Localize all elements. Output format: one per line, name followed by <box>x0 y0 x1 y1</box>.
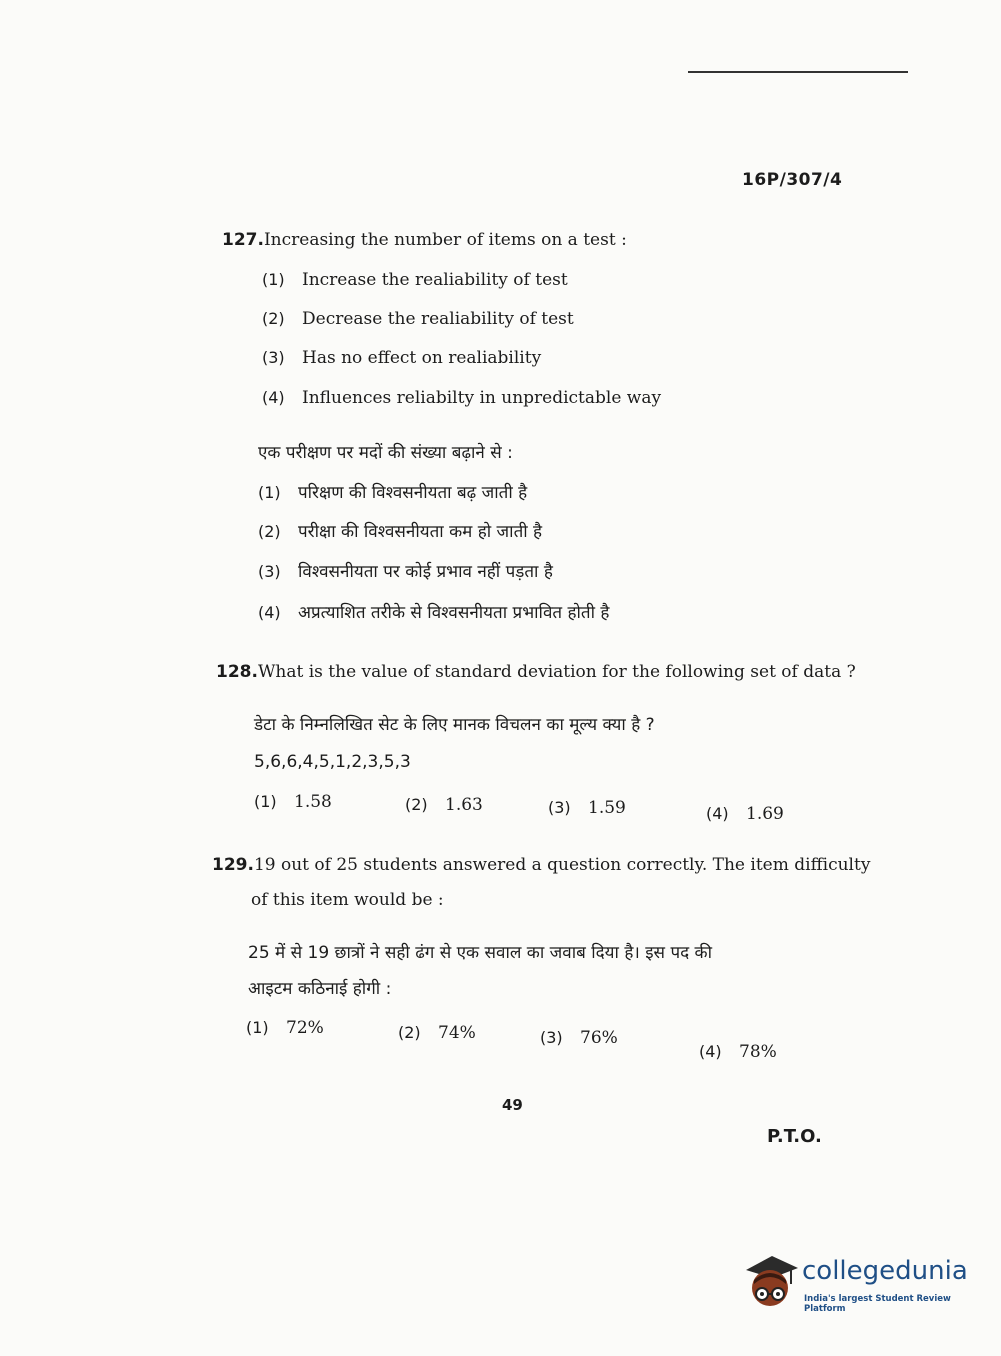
option-text: 1.63 <box>445 795 483 815</box>
q127-option-2-hi <box>258 519 542 542</box>
option-text: विश्वसनीयता पर कोई प्रभाव नहीं पड़ता है <box>298 562 553 582</box>
q127-option-2-en <box>262 309 574 329</box>
option-text: 72% <box>286 1018 324 1038</box>
option-number: (4) <box>699 1042 722 1061</box>
option-number: (1) <box>254 792 277 811</box>
brand-tagline: India's largest Student Review Platform <box>804 1294 951 1314</box>
collegedunia-watermark <box>742 1252 972 1314</box>
q129-text-hi-1: 25 में से 19 छात्रों ने सही ढंग से एक सवाल का जवाब दिया है। इस पद की <box>248 943 712 963</box>
q129-option-1 <box>246 1018 324 1038</box>
question-number: 128. <box>216 662 258 682</box>
question-text-en-1: 19 out of 25 students answered a question correctly. The item difficulty <box>253 855 871 875</box>
option-number: (3) <box>540 1028 563 1047</box>
question-128 <box>216 662 856 682</box>
option-number: (1) <box>258 483 281 502</box>
option-text: परीक्षा की विश्वसनीयता कम हो जाती है <box>298 522 543 542</box>
q129-text-hi-2: आइटम कठिनाई होगी : <box>248 979 392 999</box>
option-number: (3) <box>548 798 571 817</box>
option-text: 78% <box>739 1042 777 1062</box>
q129-option-2 <box>398 1023 476 1043</box>
q129-option-4 <box>699 1042 777 1062</box>
option-text: अप्रत्याशित तरीके से विश्वसनीयता प्रभावित होती है <box>298 603 610 623</box>
option-text: Has no effect on realiability <box>302 348 542 368</box>
q129-option-3 <box>540 1028 618 1048</box>
option-number: (4) <box>258 603 281 622</box>
question-text-en-2: of this item would be : <box>251 890 444 910</box>
option-text: परिक्षण की विश्वसनीयता बढ़ जाती है <box>298 483 528 503</box>
option-number: (2) <box>405 795 428 814</box>
q127-text-hi: एक परीक्षण पर मदों की संख्या बढ़ाने से : <box>258 443 513 463</box>
option-number: (1) <box>262 270 285 289</box>
q127-option-3-hi <box>258 559 553 582</box>
q128-option-4 <box>706 804 784 824</box>
option-text: Decrease the realiability of test <box>302 309 574 329</box>
paper-code: 16P/307/4 <box>742 170 843 190</box>
option-number: (1) <box>246 1018 269 1037</box>
q127-option-4-en <box>262 388 661 408</box>
q127-option-4-hi <box>258 600 609 623</box>
question-number: 129. <box>212 855 254 875</box>
option-text: 76% <box>580 1028 618 1048</box>
option-text: Increase the realiability of test <box>302 270 568 290</box>
question-text-en: Increasing the number of items on a test : <box>263 230 627 250</box>
option-number: (4) <box>262 388 285 407</box>
option-text: 74% <box>438 1023 476 1043</box>
brand-name: collegedunia <box>802 1256 968 1286</box>
question-127 <box>222 230 627 250</box>
q128-option-2 <box>405 795 483 815</box>
page-number: 49 <box>502 1096 523 1114</box>
option-text: 1.58 <box>294 792 332 812</box>
option-text: 1.59 <box>588 798 626 818</box>
q128-text-hi: डेटा के निम्नलिखित सेट के लिए मानक विचलन का मूल्य क्या है ? <box>254 715 655 735</box>
option-number: (2) <box>398 1023 421 1042</box>
question-129 <box>212 855 870 875</box>
option-text: Influences reliabilty in unpredictable way <box>302 388 662 408</box>
option-number: (2) <box>262 309 285 328</box>
q127-option-1-en <box>262 270 568 290</box>
q128-option-3 <box>548 798 626 818</box>
option-number: (2) <box>258 522 281 541</box>
question-number: 127. <box>222 230 264 250</box>
option-number: (3) <box>258 562 281 581</box>
header-rule <box>688 71 908 73</box>
option-text: 1.69 <box>746 804 784 824</box>
q127-option-1-hi <box>258 480 527 503</box>
q128-data-set: 5,6,6,4,5,1,2,3,5,3 <box>254 752 411 772</box>
option-number: (4) <box>706 804 729 823</box>
question-text-en: What is the value of standard deviation for the following set of data ? <box>257 662 856 682</box>
mascot-icon <box>742 1252 800 1314</box>
pto-label: P.T.O. <box>767 1126 822 1147</box>
q127-option-3-en <box>262 348 541 368</box>
option-number: (3) <box>262 348 285 367</box>
q128-option-1 <box>254 792 332 812</box>
